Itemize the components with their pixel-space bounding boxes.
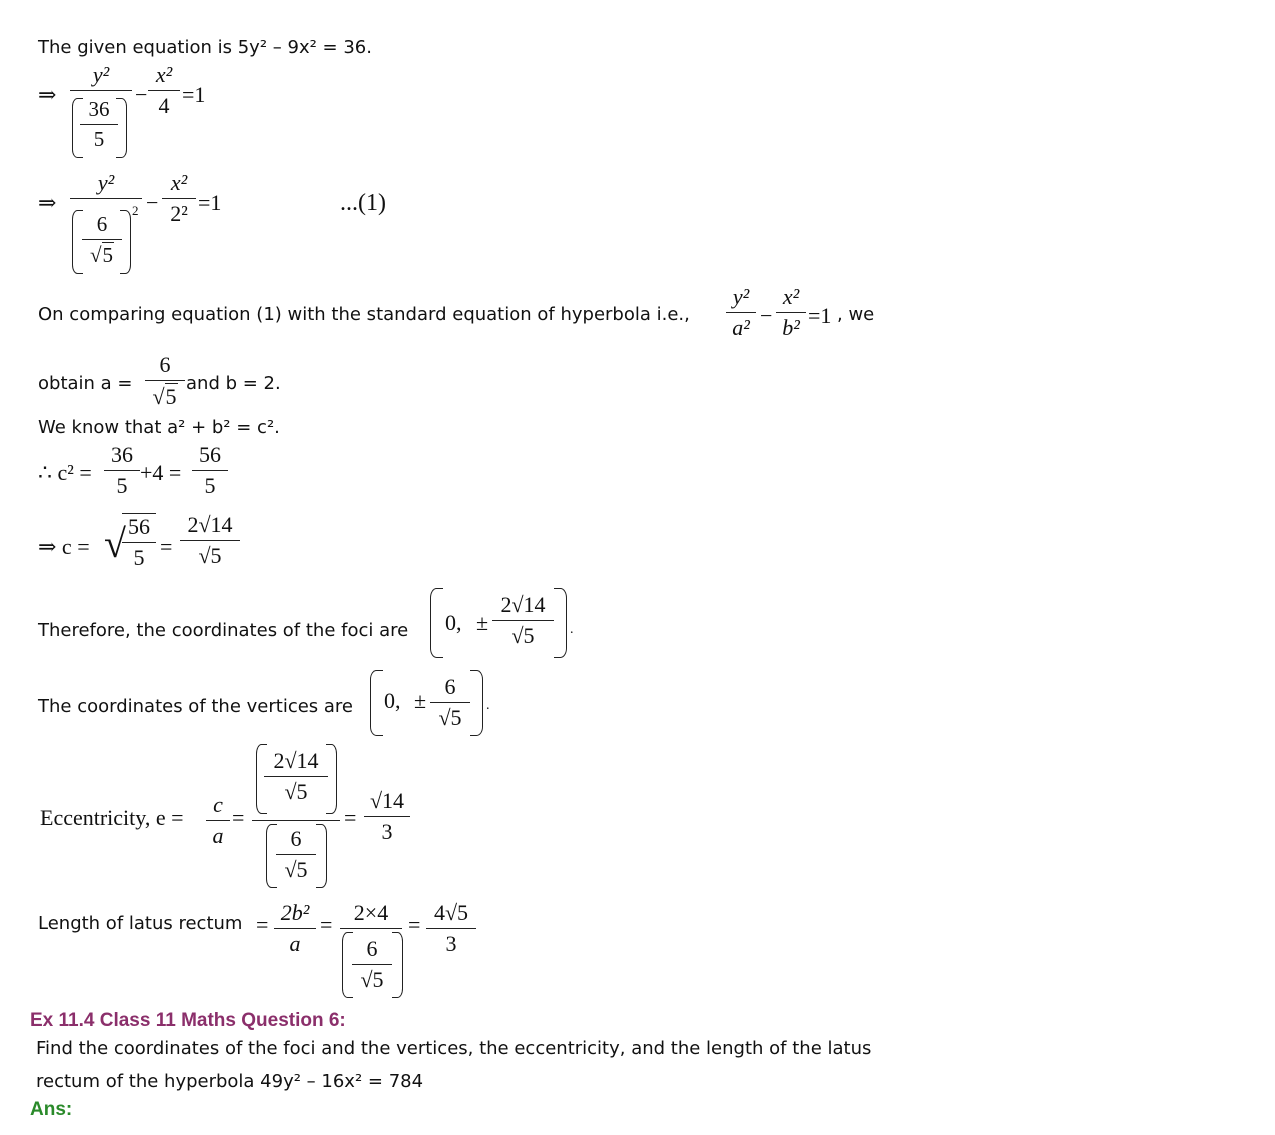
equation-tag: ...(1) xyxy=(340,190,386,216)
paren-right xyxy=(316,824,327,888)
fraction-c: 2√14 √5 xyxy=(180,512,240,569)
minus-sign: − xyxy=(760,303,773,328)
foci-text: Therefore, the coordinates of the foci are xyxy=(38,620,409,641)
fraction-top: 2√14 √5 xyxy=(264,748,328,805)
numerator: y² xyxy=(92,62,110,87)
minus-sign: − xyxy=(146,190,159,215)
question-line-1: Find the coordinates of the foci and the vertices, the eccentricity, and the length of the latus xyxy=(36,1038,872,1059)
equals-sign: = xyxy=(344,805,357,830)
equals-one: =1 xyxy=(198,190,222,215)
inner-fraction: 36 5 xyxy=(80,97,118,152)
square-exponent: 2 xyxy=(132,203,139,218)
fraction-6-root5: 6 √5 xyxy=(352,936,392,993)
main-fraction-bar xyxy=(252,818,340,823)
question-line-2: rectum of the hyperbola 49y² – 16x² = 784 xyxy=(36,1071,424,1092)
paren-right xyxy=(554,588,567,658)
paren-right xyxy=(120,210,131,274)
equals-one: =1 xyxy=(182,82,206,107)
vertices-text: The coordinates of the vertices are xyxy=(38,696,353,717)
c2-lhs: ∴ c² = xyxy=(38,460,92,485)
minus-sign: − xyxy=(135,82,148,107)
fraction-x2-4: x² 4 xyxy=(148,62,180,119)
fraction-x2-b2: x² b² xyxy=(776,284,806,341)
paren-left xyxy=(430,588,443,658)
implies-arrow: ⇒ xyxy=(38,190,57,215)
implies-arrow: ⇒ xyxy=(38,82,57,107)
fraction-2x4: 2×4 xyxy=(340,900,402,931)
question-heading: Ex 11.4 Class 11 Maths Question 6: xyxy=(30,1010,346,1031)
answer-heading: Ans: xyxy=(30,1099,73,1120)
fraction-foci: 2√14 √5 xyxy=(492,592,554,649)
paren-right xyxy=(392,932,403,998)
equals-sign: = xyxy=(320,912,333,937)
fraction-y2 xyxy=(70,62,132,93)
fraction-y2: y² xyxy=(70,170,142,201)
equals-sign: = xyxy=(256,912,269,937)
period: . xyxy=(570,622,574,637)
paren-right xyxy=(326,744,337,814)
fraction-c-a: c a xyxy=(206,792,230,849)
inner-fraction: 6 √5 xyxy=(82,212,122,268)
plus-minus: ± xyxy=(476,610,489,635)
plus-minus: ± xyxy=(414,688,427,713)
given-equation: The given equation is 5y² – 9x² = 36. xyxy=(38,37,372,58)
fraction-2b2-a: 2b² a xyxy=(274,900,316,957)
equals-sign: = xyxy=(232,805,245,830)
vertices-zero: 0, xyxy=(384,688,401,713)
fraction-x2-22: x² 2² xyxy=(162,170,196,227)
c2-mid: +4 = xyxy=(140,460,182,485)
equals-one: =1 xyxy=(808,303,832,328)
fraction-a: 6 √5 xyxy=(145,352,185,410)
fraction-56-5-root: 56 5 xyxy=(122,513,156,571)
obtain-text: obtain a = xyxy=(38,373,133,394)
fraction-vertices: 6 √5 xyxy=(430,674,470,731)
fraction-bottom: 6 √5 xyxy=(276,826,316,883)
c-lhs: ⇒ c = xyxy=(38,534,90,559)
paren-right xyxy=(116,98,127,158)
latus-label: Length of latus rectum xyxy=(38,913,243,934)
eccentricity-label: Eccentricity, e = xyxy=(40,805,184,830)
equals-sign: = xyxy=(160,534,173,559)
foci-zero: 0, xyxy=(445,610,462,635)
period: . xyxy=(486,698,490,713)
fraction-4root5-3: 4√5 3 xyxy=(426,900,476,957)
paren-right xyxy=(470,670,483,736)
obtain-post: and b = 2. xyxy=(186,373,281,394)
compare-text: On comparing equation (1) with the standard equation of hyperbola i.e., xyxy=(38,304,690,325)
compare-tail: , we xyxy=(837,304,875,325)
fraction-56-5: 56 5 xyxy=(192,442,228,499)
equals-sign: = xyxy=(408,912,421,937)
sqrt-sign: √ xyxy=(104,521,126,566)
fraction-y2-a2: y² a² xyxy=(726,284,756,341)
fraction-36-5: 36 5 xyxy=(104,442,140,499)
paren-left xyxy=(370,670,383,736)
know-text: We know that a² + b² = c². xyxy=(38,417,280,438)
fraction-result: √14 3 xyxy=(364,788,410,845)
